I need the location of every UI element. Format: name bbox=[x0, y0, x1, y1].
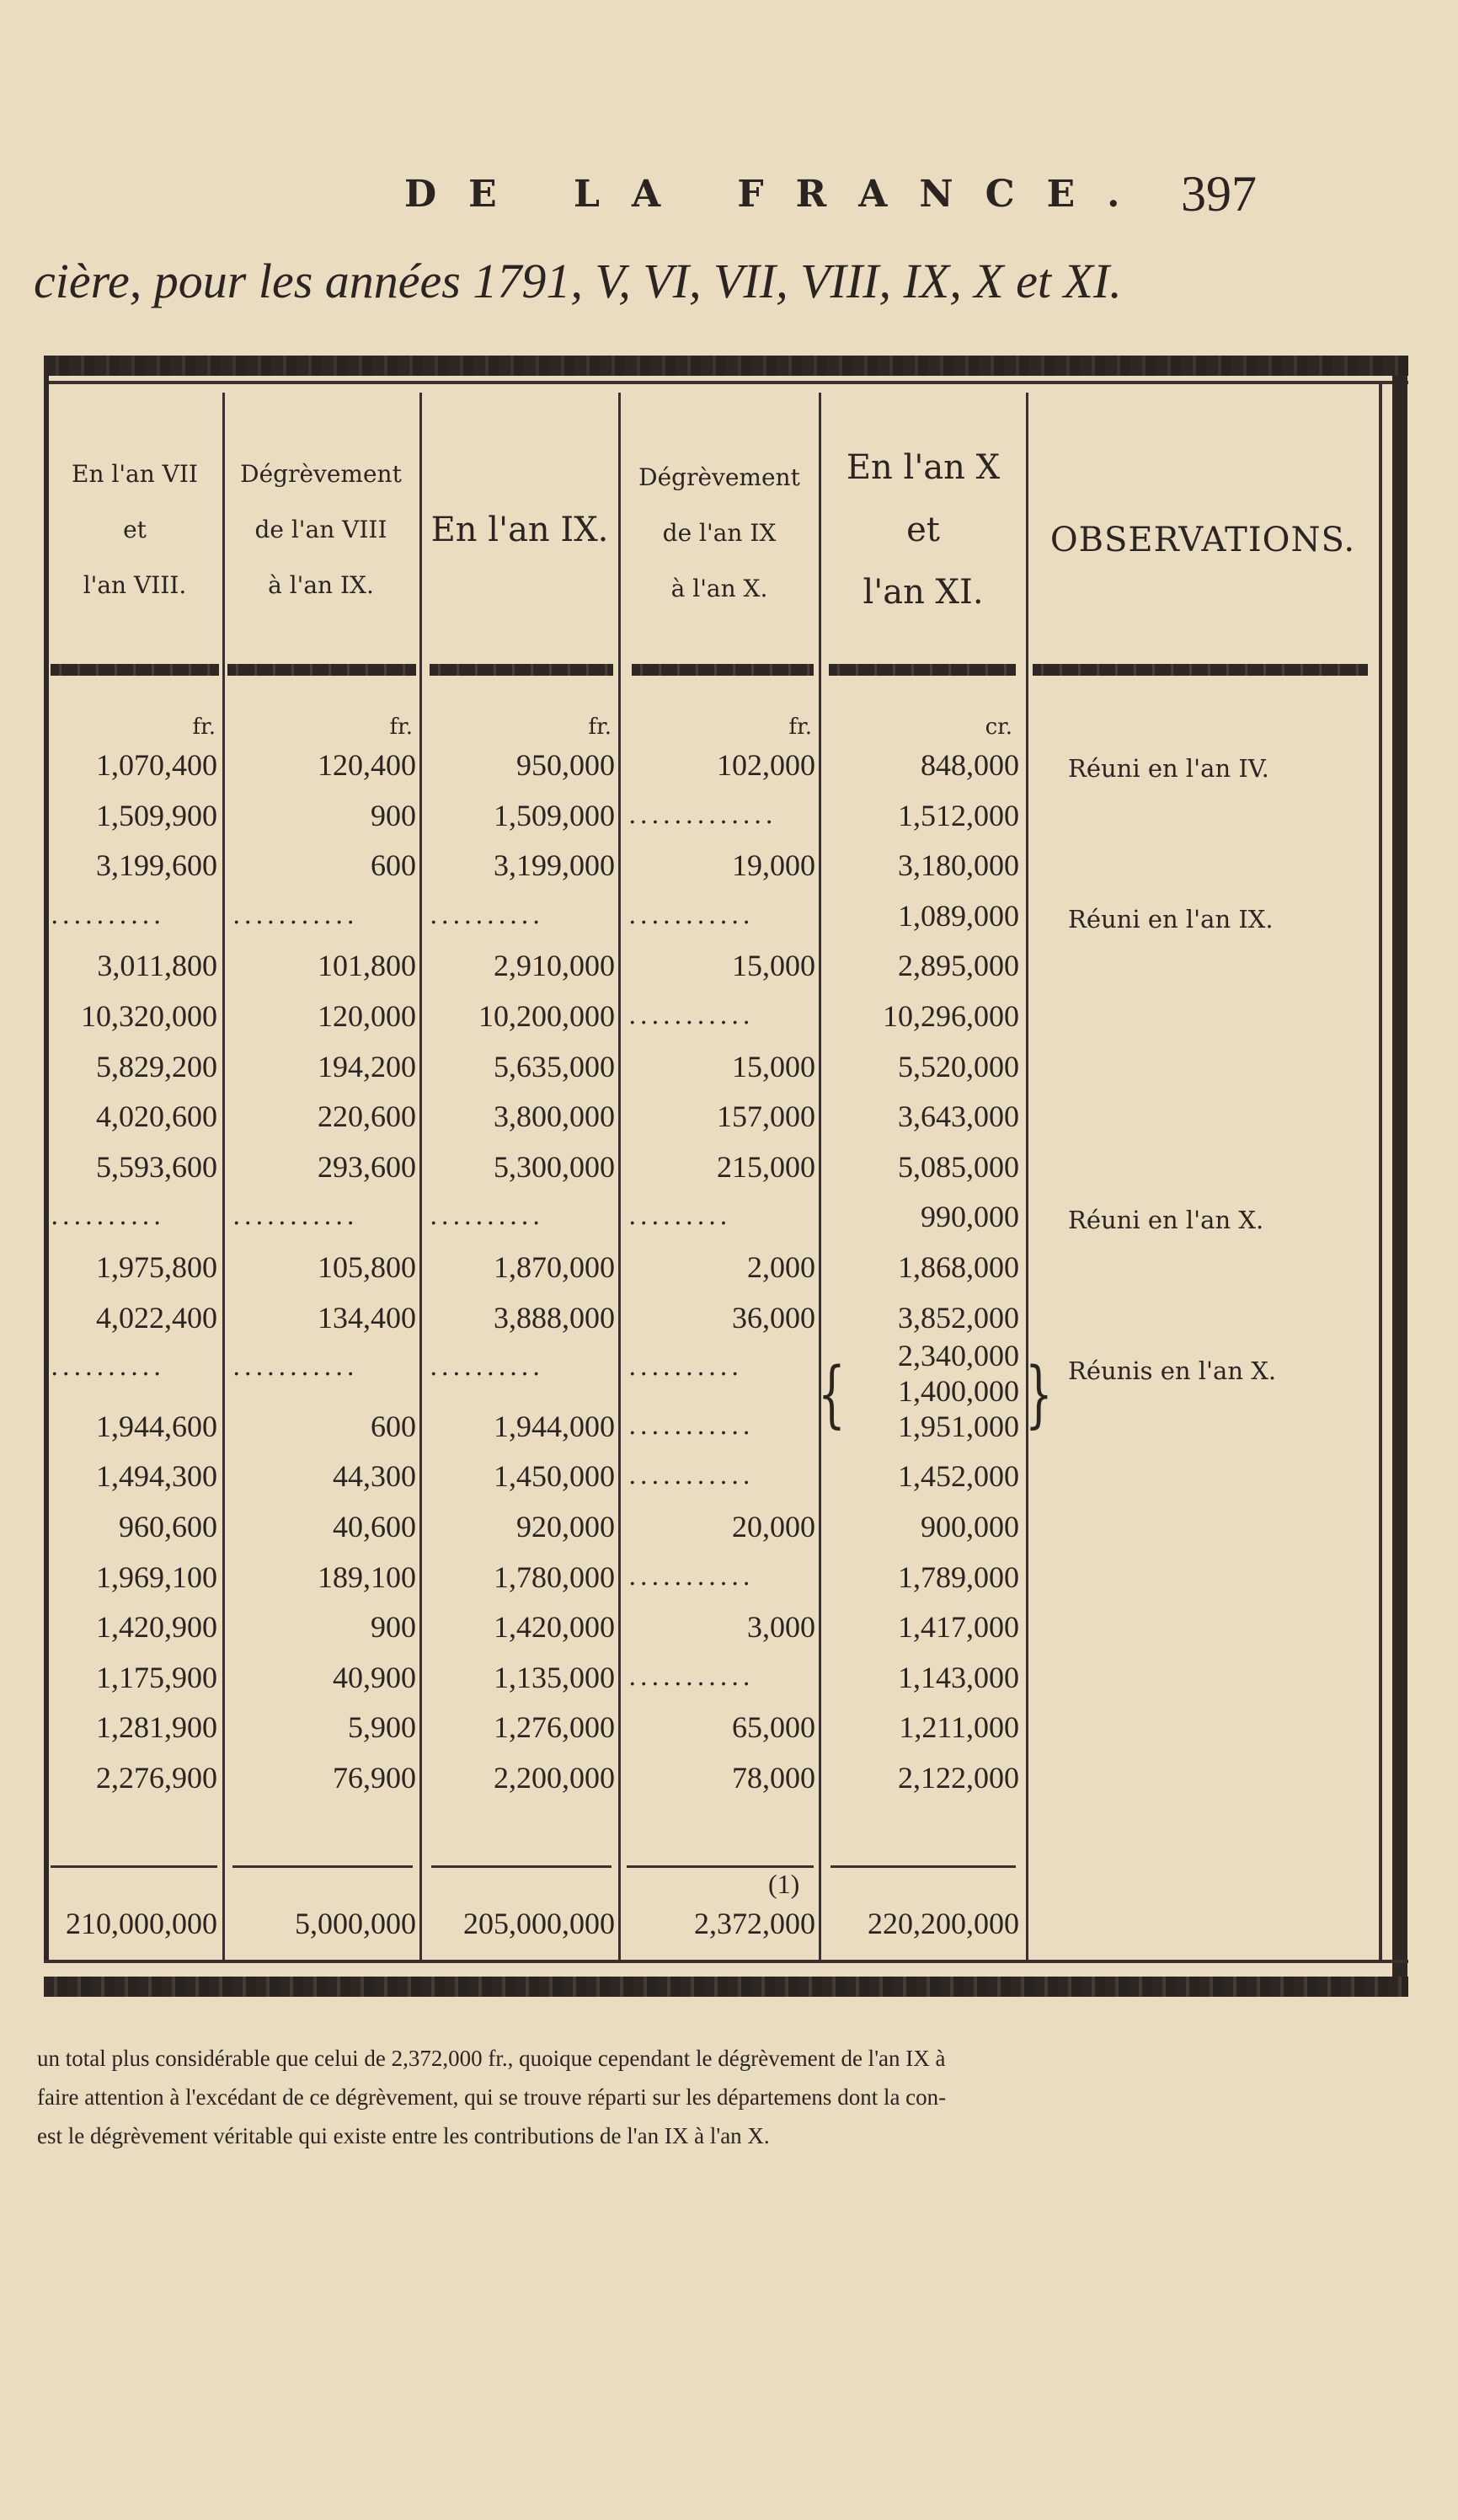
column-separator bbox=[222, 393, 225, 1960]
table-cell: 950,000 bbox=[516, 748, 615, 782]
table-cell: 76,900 bbox=[333, 1761, 416, 1795]
table-cell: 3,852,000 bbox=[898, 1301, 1019, 1335]
table-cell: 1,494,300 bbox=[96, 1459, 217, 1493]
table-cell: 4,020,600 bbox=[96, 1099, 217, 1133]
empty-cell-dots: ........... bbox=[628, 1411, 754, 1441]
header-rule bbox=[51, 664, 219, 676]
table-cell: 2,000 bbox=[747, 1250, 815, 1284]
table-cell: 900 bbox=[371, 1610, 416, 1644]
total-an-ix: 205,000,000 bbox=[463, 1907, 615, 1940]
column-header-degrevement-ix-x: Dégrèvement de l'an IX à l'an X. bbox=[638, 463, 800, 602]
table-top-border bbox=[44, 356, 1408, 376]
table-title-continuation: cière, pour les années 1791, V, VI, VII, VIII, IX, X et XI. bbox=[34, 254, 1122, 308]
unit-label: fr. bbox=[192, 714, 216, 740]
empty-cell-dots: ........... bbox=[232, 901, 358, 930]
table-cell: 157,000 bbox=[717, 1099, 815, 1133]
empty-cell-dots: .......... bbox=[51, 1201, 165, 1231]
table-cell: 3,011,800 bbox=[97, 949, 217, 982]
table-cell: 1,281,900 bbox=[96, 1710, 217, 1744]
table-cell: 102,000 bbox=[717, 748, 815, 782]
table-cell: 194,200 bbox=[318, 1050, 416, 1083]
table-cell: 3,199,000 bbox=[494, 848, 615, 882]
column-header-an-x-xi: En l'an X et l'an XI. bbox=[846, 448, 1001, 612]
table-cell: 1,420,000 bbox=[494, 1610, 615, 1644]
table-cell: 1,143,000 bbox=[898, 1661, 1019, 1694]
footnote-line: est le dégrèvement véritable qui existe entre les contributions de l'an IX à l'an X. bbox=[37, 2123, 770, 2148]
table-cell: 920,000 bbox=[516, 1510, 615, 1544]
table-cell: 1,070,400 bbox=[96, 748, 217, 782]
observation-note: Réunis en l'an X. bbox=[1068, 1356, 1277, 1385]
table-cell: 3,888,000 bbox=[494, 1301, 615, 1335]
table-bottom-border bbox=[44, 1977, 1408, 1997]
running-head: DE LA FRANCE. bbox=[404, 173, 1152, 216]
table-cell: 44,300 bbox=[333, 1459, 416, 1493]
header-rule bbox=[227, 664, 416, 676]
table-cell: 2,276,900 bbox=[96, 1761, 217, 1795]
page-number: 397 bbox=[1181, 166, 1257, 222]
empty-cell-dots: .......... bbox=[51, 1352, 165, 1382]
table-cell: 36,000 bbox=[732, 1301, 815, 1335]
total-rule bbox=[232, 1865, 413, 1868]
table-cell: 1,450,000 bbox=[494, 1459, 615, 1493]
empty-cell-dots: ............. bbox=[628, 800, 777, 830]
table-cell: 1,789,000 bbox=[898, 1560, 1019, 1594]
table-cell: 220,600 bbox=[318, 1099, 416, 1133]
table-cell: 2,910,000 bbox=[494, 949, 615, 982]
table-cell: 1,512,000 bbox=[898, 799, 1019, 832]
table-cell: 3,643,000 bbox=[898, 1099, 1019, 1133]
table-cell: 5,300,000 bbox=[494, 1150, 615, 1184]
table-cell: 848,000 bbox=[921, 748, 1019, 782]
table-cell: 2,895,000 bbox=[898, 949, 1019, 982]
total-rule bbox=[830, 1865, 1016, 1868]
footnote-line: un total plus considérable que celui de 2,372,000 fr., quoique cependant le dégrèvement de l'an IX à bbox=[37, 2046, 946, 2071]
table-cell: 3,000 bbox=[747, 1610, 815, 1644]
empty-cell-dots: .......... bbox=[430, 1352, 544, 1382]
column-header-an-vii-viii: En l'an VII et l'an VIII. bbox=[72, 460, 198, 599]
empty-cell-dots: ........... bbox=[628, 1461, 754, 1490]
table-cell: 105,800 bbox=[318, 1250, 416, 1284]
table-cell: 15,000 bbox=[732, 949, 815, 982]
observation-note: Réuni en l'an IX. bbox=[1068, 905, 1274, 934]
table-cell: 5,085,000 bbox=[898, 1150, 1019, 1184]
table-cell: 1,400,000 bbox=[898, 1374, 1019, 1408]
table-cell: 40,900 bbox=[333, 1661, 416, 1694]
unit-label: fr. bbox=[588, 714, 612, 740]
observation-note: Réuni en l'an IV. bbox=[1068, 754, 1269, 783]
table-cell: 1,089,000 bbox=[898, 899, 1019, 933]
table-cell: 900 bbox=[371, 799, 416, 832]
unit-label: fr. bbox=[788, 714, 812, 740]
table-cell: 1,944,600 bbox=[96, 1410, 217, 1443]
table-cell: 2,122,000 bbox=[898, 1761, 1019, 1795]
empty-cell-dots: ........... bbox=[628, 1562, 754, 1592]
column-header-an-ix: En l'an IX. bbox=[430, 511, 609, 549]
table-cell: 4,022,400 bbox=[96, 1301, 217, 1335]
column-separator bbox=[819, 393, 821, 1960]
empty-cell-dots: ......... bbox=[628, 1201, 731, 1231]
table-cell: 20,000 bbox=[732, 1510, 815, 1544]
table-cell: 3,800,000 bbox=[494, 1099, 615, 1133]
table-top-rule bbox=[44, 381, 1408, 384]
table-cell: 1,420,900 bbox=[96, 1610, 217, 1644]
table-cell: 5,635,000 bbox=[494, 1050, 615, 1083]
total-degrevement-viii-ix: 5,000,000 bbox=[295, 1907, 416, 1940]
table-cell: 2,340,000 bbox=[898, 1339, 1019, 1372]
empty-cell-dots: .......... bbox=[628, 1352, 743, 1382]
table-cell: 5,520,000 bbox=[898, 1050, 1019, 1083]
table-cell: 1,276,000 bbox=[494, 1710, 615, 1744]
left-brace: { bbox=[817, 1352, 846, 1437]
table-cell: 990,000 bbox=[921, 1200, 1019, 1233]
total-an-vii-viii: 210,000,000 bbox=[66, 1907, 217, 1940]
right-brace: } bbox=[1024, 1352, 1053, 1437]
table-cell: 600 bbox=[371, 1410, 416, 1443]
footnote-line: faire attention à l'excédant de ce dégrèvement, qui se trouve réparti sur les départemens dont la con- bbox=[37, 2084, 947, 2110]
table-cell: 120,000 bbox=[318, 999, 416, 1033]
table-right-border bbox=[1392, 376, 1407, 1993]
total-rule bbox=[627, 1865, 814, 1868]
empty-cell-dots: ........... bbox=[232, 1201, 358, 1231]
column-separator bbox=[618, 393, 621, 1960]
total-rule bbox=[51, 1865, 217, 1868]
table-cell: 10,320,000 bbox=[81, 999, 217, 1033]
table-cell: 3,180,000 bbox=[898, 848, 1019, 882]
table-right-rule bbox=[1379, 384, 1382, 1960]
table-cell: 120,400 bbox=[318, 748, 416, 782]
table-cell: 1,870,000 bbox=[494, 1250, 615, 1284]
table-cell: 1,975,800 bbox=[96, 1250, 217, 1284]
table-cell: 134,400 bbox=[318, 1301, 416, 1335]
table-cell: 1,135,000 bbox=[494, 1661, 615, 1694]
table-cell: 1,868,000 bbox=[898, 1250, 1019, 1284]
table-cell: 65,000 bbox=[732, 1710, 815, 1744]
column-header-degrevement-viii-ix: Dégrèvement de l'an VIII à l'an IX. bbox=[240, 460, 402, 599]
table-cell: 1,417,000 bbox=[898, 1610, 1019, 1644]
table-cell: 1,951,000 bbox=[898, 1410, 1019, 1443]
table-cell: 1,452,000 bbox=[898, 1459, 1019, 1493]
unit-label: cr. bbox=[985, 714, 1012, 740]
table-cell: 10,296,000 bbox=[883, 999, 1019, 1033]
table-cell: 1,211,000 bbox=[899, 1710, 1019, 1744]
total-rule bbox=[431, 1865, 612, 1868]
table-cell: 1,175,900 bbox=[96, 1661, 217, 1694]
table-cell: 3,199,600 bbox=[96, 848, 217, 882]
empty-cell-dots: ........... bbox=[628, 901, 754, 930]
table-cell: 78,000 bbox=[732, 1761, 815, 1795]
empty-cell-dots: ........... bbox=[232, 1352, 358, 1382]
header-rule bbox=[829, 664, 1016, 676]
empty-cell-dots: .......... bbox=[430, 1201, 544, 1231]
column-separator bbox=[419, 393, 422, 1960]
table-cell: 40,600 bbox=[333, 1510, 416, 1544]
observation-note: Réuni en l'an X. bbox=[1068, 1206, 1264, 1234]
table-cell: 1,780,000 bbox=[494, 1560, 615, 1594]
table-cell: 1,944,000 bbox=[494, 1410, 615, 1443]
table-cell: 5,593,600 bbox=[96, 1150, 217, 1184]
header-rule bbox=[1033, 664, 1368, 676]
table-cell: 1,509,900 bbox=[96, 799, 217, 832]
empty-cell-dots: .......... bbox=[51, 901, 165, 930]
table-cell: 189,100 bbox=[318, 1560, 416, 1594]
empty-cell-dots: ........... bbox=[628, 1001, 754, 1030]
column-header-observations: OBSERVATIONS. bbox=[1049, 521, 1356, 559]
table-cell: 960,600 bbox=[119, 1510, 217, 1544]
table-cell: 293,600 bbox=[318, 1150, 416, 1184]
table-cell: 1,969,100 bbox=[96, 1560, 217, 1594]
table-cell: 5,900 bbox=[348, 1710, 416, 1744]
table-cell: 1,509,000 bbox=[494, 799, 615, 832]
column-separator bbox=[1026, 393, 1028, 1960]
table-bottom-rule bbox=[44, 1960, 1408, 1963]
table-cell: 19,000 bbox=[732, 848, 815, 882]
table-cell: 101,800 bbox=[318, 949, 416, 982]
unit-label: fr. bbox=[389, 714, 413, 740]
empty-cell-dots: ........... bbox=[628, 1662, 754, 1692]
table-cell: 10,200,000 bbox=[478, 999, 615, 1033]
table-cell: 600 bbox=[371, 848, 416, 882]
total-degrevement-ix-x: 2,372,000 bbox=[694, 1907, 815, 1940]
table-cell: 5,829,200 bbox=[96, 1050, 217, 1083]
total-an-x-xi: 220,200,000 bbox=[868, 1907, 1019, 1940]
table-cell: 900,000 bbox=[921, 1510, 1019, 1544]
table-cell: 215,000 bbox=[717, 1150, 815, 1184]
empty-cell-dots: .......... bbox=[430, 901, 544, 930]
header-rule bbox=[632, 664, 814, 676]
table-cell: 15,000 bbox=[732, 1050, 815, 1083]
header-rule bbox=[430, 664, 613, 676]
footnote-text bbox=[37, 2039, 1418, 2155]
footnote-marker: (1) bbox=[768, 1869, 800, 1899]
table-cell: 2,200,000 bbox=[494, 1761, 615, 1795]
